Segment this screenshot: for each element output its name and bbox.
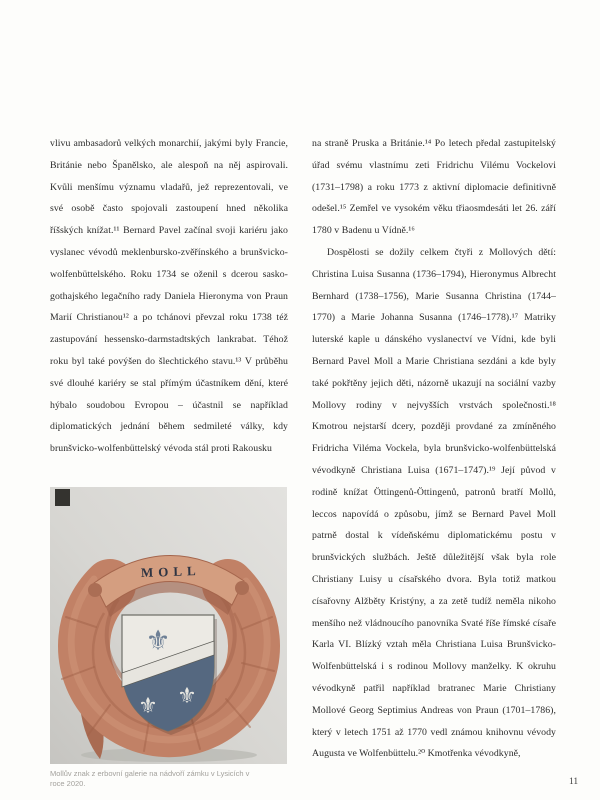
fleur-de-lis-icon: ⚜ bbox=[138, 694, 158, 719]
page-number: 11 bbox=[569, 777, 579, 787]
body-paragraph-right-2: Dospělosti se dožily celkem čtyři z Mollových dětí: Christina Luisa Susanna (1736–1794), Hieronymus Albrecht Bernhard (1738–1756), Marie Susanna Christina (1744–1770) a Marie Johanna Susanna (1746–1778).¹⁷ Matriky luterské kaple u dánského vyslanectví ve Vídni, kde byli Bernard Pavel Moll a Marie Christiana sezdáni a kde byly také pokřtěny jejich děti, názorně ukazují na sociální vazby Mollovy rodiny v nejvyšších vrstvách společnosti.¹⁸ Kmotrou nejstarší dcery, později provdané za zmíněného Fridricha Viléma Vockela, byla brunšvicko-wolfenbüttelská vévodkyně Christiana Luisa (1671–1747).¹⁹ Její původ v rodině knížat Öttingenů-Öttingenů, patronů bratří Mollů, leccos napovídá o způsobu, jímž se Bernard Pavel Moll patrně dostal k vídeňskému diplomatickému postu v brunšvických službách. Ještě důležitější však byla role Christiany Luisy u císařského dvora. Byla totiž matkou císařovny Alžběty Kristýny, a za zetě tudíž neměla nikoho menšího než vládnoucího panovníka Svaté říše římské císaře Karla VI. Blízký vztah měla Christiana Luisa Brunšvicko-Wolfenbüttelská i s rodinou Mollovy manželky. K okruhu vévodkyně patřil například bratranec Marie Christiany Mollové Georg Septimius Andreas von Praun (1701–1786), který v letech 1751 až 1770 vedl známou knihovnu vévody Augusta ve Wolfenbüttelu.²⁰ Kmotřenka vévodkyně, bbox=[312, 246, 556, 760]
fleur-de-lis-icon: ⚜ bbox=[177, 684, 197, 709]
coat-of-arms-figure bbox=[50, 487, 287, 788]
scroll-curl-right bbox=[235, 581, 249, 595]
left-column bbox=[50, 133, 288, 460]
photo-dark-object bbox=[55, 489, 70, 506]
coat-of-arms-photo bbox=[50, 487, 287, 764]
fleur-de-lis-icon: ⚜ bbox=[145, 624, 171, 657]
right-column bbox=[312, 133, 556, 765]
body-paragraph-right-1: na straně Pruska a Británie.¹⁴ Po letech předal zastupitelský úřad svému vlastnímu zeti Fridrichu Vilému Vockelovi (1731–1798) a roku 1773 z aktivní diplomacie definitivně odešel.¹⁵ Zemřel ve vysokém věku třiaosmdesáti let 26. září 1780 v Badenu u Vídně.¹⁶ bbox=[312, 138, 556, 237]
scroll-banner-text: MOLL bbox=[140, 562, 201, 581]
scroll-curl-left bbox=[88, 583, 102, 597]
body-paragraph-left: vlivu ambasadorů velkých monarchií, jakými byly Francie, Británie nebo Španělsko, ale alespoň na něj aspirovali. Kvůli menšímu významu vladařů, jež reprezentovali, ve své osobě často spojovali zastoupení hned několika říšských knížat.¹¹ Bernard Pavel začínal svoji kariéru jako vyslanec vévodů meklenbursko-zvěřínského a brunšvicko-wolfenbüttelského. Roku 1734 se oženil s dcerou sasko-gothajského legačního rady Daniela Hieronyma von Praun Marií Christianou¹² a po tchánovi převzal roku 1738 též zastupování hessensko-darmstadtských lankrabat. Téhož roku byl také povýšen do šlechtického stavu.¹³ V průběhu své dlouhé kariéry se stal přímým účastníkem dění, které hýbalo soudobou Evropou – účastnil se například diplomatických jednání během sedmileté války, kdy brunšvicko-wolfenbüttelský vévoda stál proti Rakousku bbox=[50, 138, 288, 455]
figure-caption: Mollův znak z erbovní galerie na nádvoří zámku v Lysicích v roce 2020. bbox=[50, 769, 250, 788]
